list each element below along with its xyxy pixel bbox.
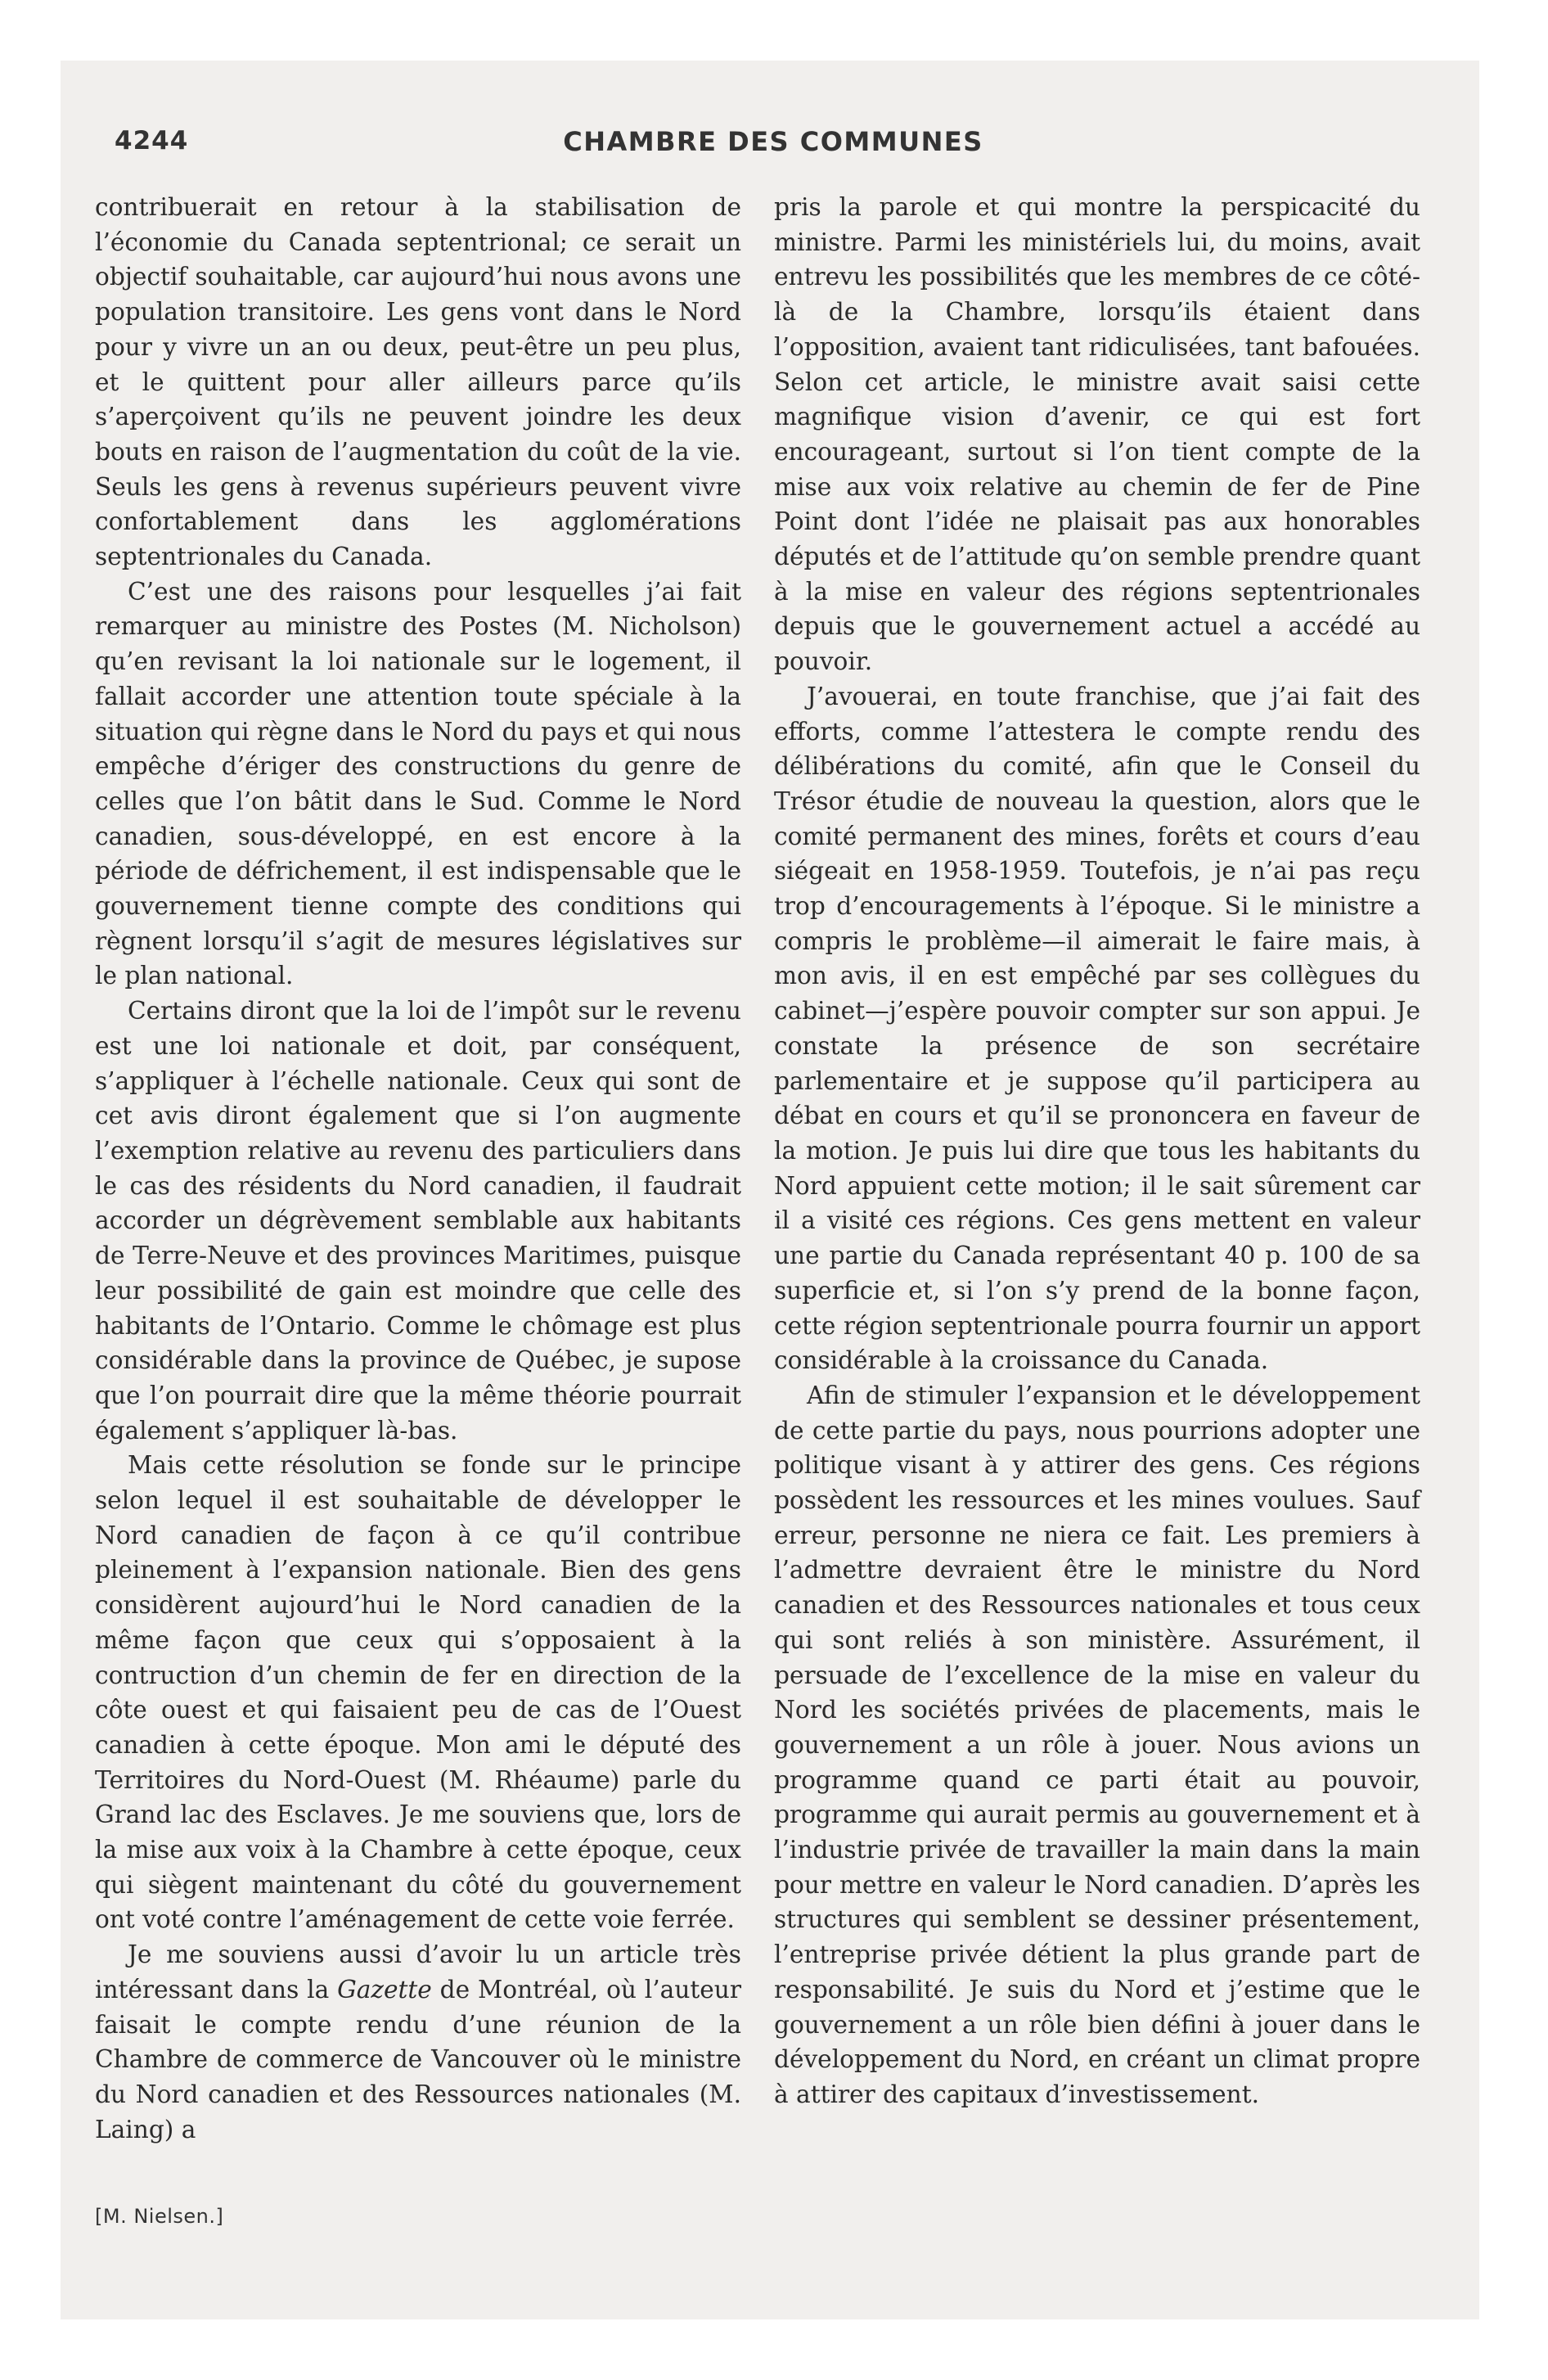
- page-header: [115, 123, 1432, 172]
- paragraph-text: Je me souviens aussi d’avoir lu un article très intéressant dans la: [95, 1941, 741, 2004]
- right-column: [774, 190, 1420, 2112]
- paragraph: Certains diront que la loi de l’impôt sur le revenu est une loi nationale et doit, par conséquent, s’appliquer à l’échelle nationale. Ceux qui sont de cet avis diront également que si l’on augmente l’exemption relative au revenu des particuliers dans le cas des résidents du Nord canadien, il faudrait accorder un dégrèvement semblable aux habitants de Terre-Neuve et des provinces Maritimes, puisque leur possibilité de gain est moindre que celle des habitants de l’Ontario. Comme le chômage est plus considérable dans la province de Québec, je supose que l’on pourrait dire que la même théorie pourrait également s’appliquer là-bas.: [95, 997, 741, 1445]
- newspaper-title: Gazette: [337, 1975, 432, 2004]
- paragraph: C’est une des raisons pour lesquelles j’ai fait remarquer au ministre des Postes (M. Nicholson) qu’en revisant la loi nationale sur le logement, il fallait accorder une attention toute spéciale à la situation qui règne dans le Nord du pays et qui nous empêche d’ériger des constructions du genre de celles que l’on bâtit dans le Sud. Comme le Nord canadien, sous-développé, en est encore à la période de défrichement, il est indispensable que le gouvernement tienne compte des conditions qui règnent lorsqu’il s’agit de mesures législatives sur le plan national.: [95, 577, 741, 990]
- paragraph: contribuerait en retour à la stabilisation de l’économie du Canada septentrional; ce serait un objectif souhaitable, car aujourd’hui nous avons une population transitoire. Les gens vont dans le Nord pour y vivre un an ou deux, peut-être un peu plus, et le quittent pour aller ailleurs parce qu’ils s’aperçoivent qu’ils ne peuvent joindre les deux bouts en raison de l’augmentation du coût de la vie. Seuls les gens à revenus supérieurs peuvent vivre confortablement dans les agglomérations septentrionales du Canada.: [95, 193, 741, 571]
- paragraph: J’avouerai, en toute franchise, que j’ai fait des efforts, comme l’attestera le compte rendu des délibérations du comité, afin que le Conseil du Trésor étudie de nouveau la question, alors que le comité permanent des mines, forêts et cours d’eau siégeait en 1958-1959. Toutefois, je n’ai pas reçu trop d’encouragements à l’époque. Si le ministre a compris le problème—il aimerait le faire mais, à mon avis, il en est empêché par ses collègues du cabinet—j’espère pouvoir compter sur son appui. Je constate la présence de son secrétaire parlementaire et je suppose qu’il participera au débat en cours et qu’il se prononcera en faveur de la motion. Je puis lui dire que tous les habitants du Nord appuient cette motion; il le sait sûrement car il a visité ces régions. Ces gens mettent en valeur une partie du Canada représentant 40 p. 100 de sa superficie et, si l’on s’y prend de la bonne façon, cette région septentrionale pourra fournir un apport considérable à la croissance du Canada.: [774, 682, 1420, 1375]
- left-column: [95, 190, 741, 2147]
- paragraph: [95, 1937, 741, 2147]
- running-head-title: CHAMBRE DES COMMUNES: [563, 126, 983, 157]
- page-number: 4244: [115, 126, 189, 156]
- paragraph: Mais cette résolution se fonde sur le principe selon lequel il est souhaitable de développer le Nord canadien de façon à ce qu’il contribue pleinement à l’expansion nationale. Bien des gens considèrent aujourd’hui le Nord canadien de la même façon que ceux qui s’opposaient à la contruction d’un chemin de fer en direction de la côte ouest et qui faisaient peu de cas de l’Ouest canadien à cette époque. Mon ami le député des Territoires du Nord-Ouest (M. Rhéaume) parle du Grand lac des Esclaves. Je me souviens que, lors de la mise aux voix à la Chambre à cette époque, ceux qui siègent maintenant du côté du gouvernement ont voté contre l’aménagement de cette voie ferrée.: [95, 1451, 741, 1934]
- paragraph: Afin de stimuler l’expansion et le développement de cette partie du pays, nous pourrions adopter une politique visant à y attirer des gens. Ces régions possèdent les ressources et les mines voulues. Sauf erreur, personne ne niera ce fait. Les premiers à l’admettre devraient être le ministre du Nord canadien et des Ressources nationales et tous ceux qui sont reliés à son ministère. Assurément, il persuade de l’excellence de la mise en valeur du Nord les sociétés privées de placements, mais le gouvernement a un rôle à jouer. Nous avions un programme quand ce parti était au pouvoir, programme qui aurait permis au gouvernement et à l’industrie privée de travailler la main dans la main pour mettre en valeur le Nord canadien. D’après les structures qui semblent se dessiner présentement, l’entreprise privée détient la plus grande part de responsabilité. Je suis du Nord et j’estime que le gouvernement a un rôle bien défini à jouer dans le développement du Nord, en créant un climat propre à attirer des capitaux d’investissement.: [774, 1381, 1420, 2108]
- paragraph-text: de Montréal, où l’auteur faisait le compte rendu d’une réunion de la Chambre de commerce de Vancouver où le ministre du Nord canadien et des Ressources nationales (M. Laing) a: [95, 1975, 741, 2143]
- paragraph: pris la parole et qui montre la perspicacité du ministre. Parmi les ministériels lui, du moins, avait entrevu les possibilités que les membres de ce côté-là de la Chambre, lorsqu’ils étaient dans l’opposition, avaient tant ridiculisées, tant bafouées. Selon cet article, le ministre avait saisi cette magnifique vision d’avenir, ce qui est fort encourageant, surtout si l’on tient compte de la mise aux voix relative au chemin de fer de Pine Point dont l’idée ne plaisait pas aux honorables députés et de l’attitude qu’on semble prendre quant à la mise en valeur des régions septentrionales depuis que le gouvernement actuel a accédé au pouvoir.: [774, 193, 1420, 676]
- speaker-attribution: [M. Nielsen.]: [95, 2205, 224, 2228]
